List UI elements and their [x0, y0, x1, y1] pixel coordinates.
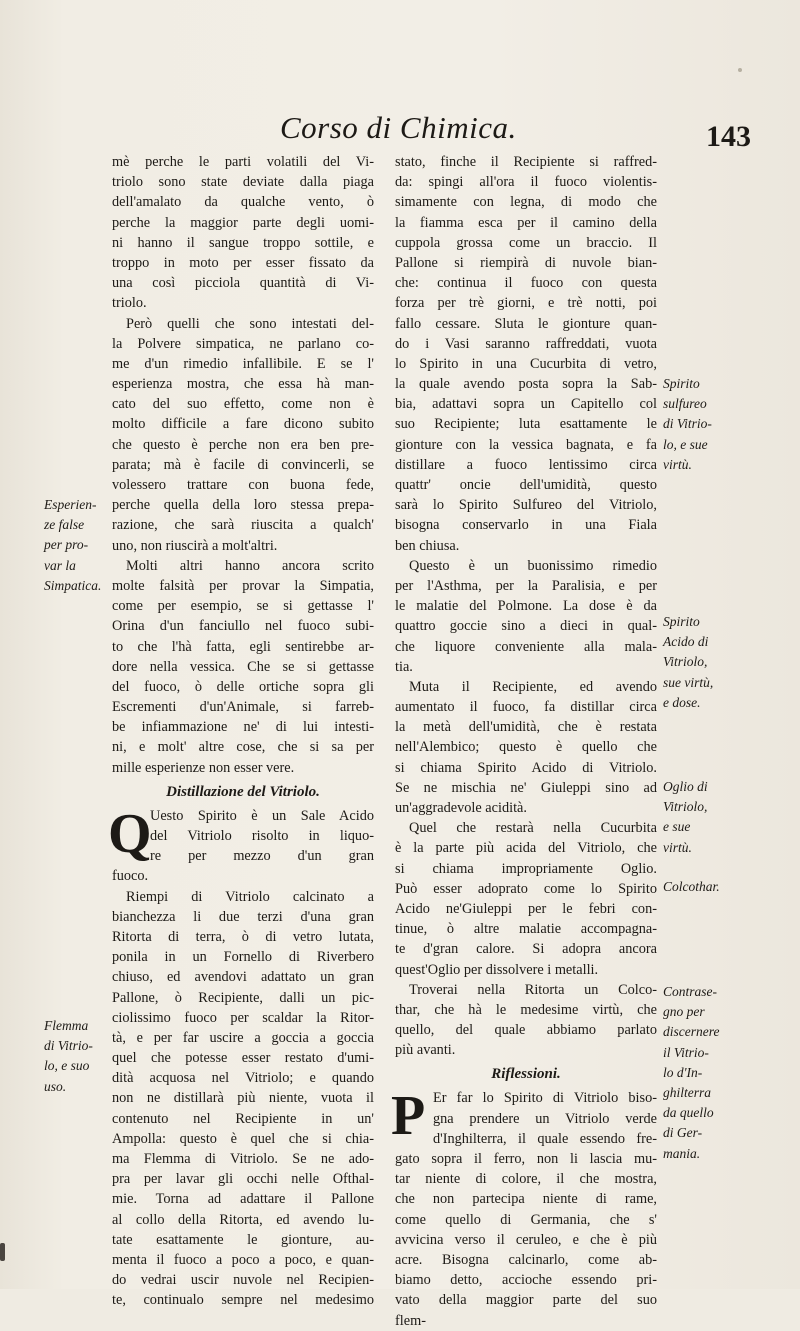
text-line: al collo della Ritorta, ed avendo lu- — [112, 1211, 374, 1228]
margin-note-line: Contrase- — [663, 984, 717, 999]
margin-note-line: lo d'In- — [663, 1064, 703, 1080]
margin-note-line: Esperien- — [44, 497, 97, 512]
paragraph — [112, 314, 374, 556]
text-line: fallo cessare. Sluta le gionture quan- — [395, 315, 657, 332]
text-line: Orina d'un fanciullo nel fuoco subi- — [112, 618, 374, 635]
text-line: la quale avendo posta sopra la Sab- — [395, 376, 657, 393]
text-line: avvicina verso il ceruleo, e che è più — [395, 1231, 657, 1248]
text-line: dore nella vessica. Che se si gettasse — [112, 658, 374, 675]
text-line: quello, del quale abbiamo parlato — [395, 1022, 657, 1039]
text-line: razione, che sarà riuscita a qualch' — [112, 517, 374, 534]
text-line: come quello di Germania, che s' — [395, 1211, 657, 1228]
text-line: ni, e molt' altre cose, che si sa per — [112, 739, 374, 756]
text-line: ni hanno il sangue troppo sottile, e — [112, 234, 374, 251]
text-line: ma Flemma di Vitriolo. Se ne ado- — [112, 1151, 374, 1167]
text-line: esperienza mostra, che essa hà man- — [112, 376, 374, 393]
text-line: re per mezzo d'un gran — [150, 848, 374, 865]
margin-note-line: Spirito — [663, 376, 700, 391]
text-line: d'Inghilterra, il quale essendo fre- — [433, 1130, 657, 1147]
margin-note-line: lo, e sue — [663, 436, 708, 452]
text-line: che liquore conveniente alla mala- — [395, 638, 657, 655]
text-line: contenuto nel Recipiente in un' — [112, 1110, 374, 1127]
margin-note — [44, 1016, 114, 1097]
text-line: Acido ne'Giuleppi per le febri con- — [395, 900, 657, 917]
text-line: quattr' oncie dell'umidità, questo — [395, 477, 657, 493]
text-line: bianchezza li due terzi d'una gran — [112, 908, 374, 925]
text-line: dità acquosa nel Vitriolo; e quando — [112, 1070, 374, 1087]
text-line: do i Vasi saranno raffreddati, vuota — [395, 335, 657, 352]
text-line: si chiama impropriamente Oglio. — [395, 860, 657, 877]
text-line: menta il fuoco a poco a poco, e quan- — [112, 1251, 374, 1268]
section-heading: Distillazione del Vitriolo. — [166, 783, 320, 800]
text-line: Ritorta di terra, ò di vetro lutata, — [112, 928, 374, 945]
text-line: te d'gran calore. Si adopra ancora — [395, 941, 657, 958]
running-title: Corso di Chimica. — [280, 110, 517, 145]
margin-note-line: lo, e suo — [44, 1058, 90, 1074]
paragraph — [395, 677, 657, 818]
text-line: la fiamma esca per il camino della — [395, 214, 657, 231]
margin-note — [663, 612, 735, 713]
margin-note-line: di Vitrio- — [44, 1038, 93, 1054]
margin-note-line: sulfureo — [663, 396, 707, 412]
text-line: thar, che hà le medesime virtù, che — [395, 1001, 657, 1018]
text-line: suo Recipiente; luta esattamente le — [395, 416, 657, 433]
text-line: bisogna conservarlo in una Fiala — [395, 517, 657, 534]
text-line: un'aggradevole acidità. — [395, 800, 527, 816]
text-line: acre. Bisogna calcinarlo, come ab- — [395, 1251, 657, 1268]
drop-initial: Q — [108, 802, 152, 865]
catchword: flem- — [395, 1312, 426, 1329]
margin-note-line: Acido di — [663, 634, 709, 650]
margin-note-line: ze false — [44, 517, 85, 533]
text-line: to che l'hà fatta, egli sentirebbe ar- — [112, 638, 374, 655]
text-line: Pallone, ò Recipiente, dalli un pic- — [112, 989, 374, 1006]
paragraph — [112, 556, 374, 778]
text-line: per l'Asthma, per la Paralisia, e per — [395, 577, 657, 594]
margin-note-line: per pro- — [44, 537, 89, 553]
text-line: quel che potesse esser restato d'umi- — [112, 1050, 374, 1067]
margin-note-line: il Vitrio- — [663, 1044, 709, 1060]
text-line: Molti altri hanno ancora scrito — [126, 557, 374, 574]
left-text-column — [108, 152, 374, 1311]
paragraph — [395, 818, 657, 980]
text-line: una così picciola quantità di Vi- — [112, 275, 374, 292]
margin-note — [663, 982, 735, 1164]
text-line: fuoco. — [112, 868, 149, 885]
text-line: le malatie del Polmone. La dose è da — [395, 598, 657, 615]
text-line: me d'un rimedio infallibile. E se l' — [112, 355, 374, 372]
text-line: parata; mà è facile di convincerli, se — [112, 456, 374, 473]
text-line: sarà lo Spirito Sulfureo del Vitriolo, — [395, 497, 657, 514]
margin-note-line: Flemma — [44, 1018, 89, 1033]
text-line: Troverai nella Ritorta un Colco- — [409, 981, 657, 998]
section-heading: Riflessioni. — [491, 1066, 561, 1083]
text-line: mè perche le parti volatili del Vi- — [112, 154, 374, 170]
text-line: uno, non riuscirà a molt'altri. — [112, 537, 278, 554]
margin-note-line: ghilterra — [663, 1084, 712, 1100]
text-line: la Polvere simpatica, ne parlano co- — [112, 335, 374, 352]
text-line: Uesto Spirito è un Sale Acido — [150, 807, 374, 824]
margin-note-line: e sue — [663, 819, 691, 835]
text-line: triolo. — [112, 295, 147, 312]
text-line: ben chiusa. — [395, 537, 460, 554]
text-line: chiuso, ed avendovi adattato un gran — [112, 969, 374, 986]
text-line: aumentato il fuoco, fa distillar circa — [395, 699, 657, 716]
text-line: Quel che restarà nella Cucurbita — [409, 820, 657, 837]
margin-note-line: var la — [44, 557, 76, 573]
paragraph — [395, 556, 657, 677]
text-line: molte falsità per provar la Simpatia, — [112, 577, 374, 594]
margin-note-line: uso. — [44, 1078, 67, 1094]
text-line: quattro goccie sino a dieci in qual- — [395, 618, 657, 635]
text-line: te, continualo sempre nel medesimo — [112, 1292, 374, 1309]
margin-note-line: Vitriolo, — [663, 799, 708, 815]
text-line: è la parte più acida del Vitriolo, che — [395, 840, 657, 857]
text-line: più avanti. — [395, 1042, 456, 1059]
text-line: dell'amalato da qualche vento, ò — [112, 194, 374, 211]
text-line: del fuoco, ò delle ortiche sopra gli — [112, 678, 374, 695]
text-line: che questo è perche non era ben pre- — [112, 436, 374, 453]
text-line: triolo sono state deviate dalla piaga — [112, 174, 374, 191]
text-line: Però quelli che sono intestati del- — [126, 315, 374, 332]
drop-initial: P — [391, 1085, 426, 1148]
text-line: perche la maggior parte degli uomi- — [112, 214, 374, 231]
text-line: gato sopra il ferro, non li lascia mu- — [395, 1151, 657, 1167]
text-line: del Vitriolo risolto in liquo- — [150, 828, 374, 844]
text-line: non ne distillarà più niente, vuota il — [112, 1090, 374, 1107]
text-line: lo Spirito in una Cucurbita di vetro, — [395, 355, 657, 372]
text-line: bia, adattavi sopra un Capitello col — [395, 396, 657, 413]
text-line: tinue, ò altre malatie accompagna- — [395, 921, 657, 938]
text-line: distillare a fuoco lentissimo circa — [395, 456, 657, 473]
text-line: Riempi di Vitriolo calcinato a — [126, 888, 374, 905]
paragraph — [112, 152, 374, 314]
paragraph — [108, 802, 374, 887]
text-line: da: spingi all'ora il fuoco violentis- — [395, 174, 657, 191]
margin-note — [663, 374, 735, 475]
text-line: vato della maggior parte del suo — [395, 1292, 657, 1309]
text-line: tate esattamente le gionture, au- — [112, 1231, 374, 1248]
margin-note — [663, 777, 735, 858]
text-line: Può esser adoprato come lo Spirito — [395, 880, 657, 897]
text-line: molto difficile a fare dicono subito — [112, 416, 374, 433]
text-line: che: continua il fuoco con questa — [395, 275, 657, 292]
margin-note-line: Simpatica. — [44, 577, 102, 593]
text-line: simamente con legna, di modo che — [395, 194, 657, 211]
text-line: volessero trattare con buona fede, — [112, 477, 374, 493]
text-line: Muta il Recipiente, ed avendo — [409, 678, 657, 695]
paragraph — [395, 152, 657, 556]
margin-note-line: virtù. — [663, 839, 692, 855]
text-line: come per esempio, se si gettasse l' — [112, 598, 374, 615]
text-line: gna prendere un Vitriolo verde — [433, 1110, 657, 1127]
margin-note-line: sue virtù, — [663, 674, 714, 690]
paragraph — [395, 980, 657, 1061]
text-line: biamo detto, accioche essendo pri- — [395, 1272, 657, 1289]
text-line: pra per lavar gli occhi nelle Ofthal- — [112, 1171, 374, 1188]
margin-note-line: gno per — [663, 1004, 705, 1020]
text-line: Questo è un buonissimo rimedio — [409, 557, 657, 574]
text-line: mille esperienze non esser vere. — [112, 759, 295, 776]
text-line: tia. — [395, 658, 413, 675]
text-line: Escrementi d'un'Animale, si farreb- — [112, 699, 374, 716]
margin-note — [44, 495, 114, 596]
text-line: perche quella della loro stessa prepa- — [112, 497, 374, 514]
text-line: tar niente di colore, il che mostra, — [395, 1171, 657, 1188]
paragraph — [391, 1085, 657, 1330]
margin-note-line: Oglio di — [663, 779, 708, 794]
text-line: forza per trè giorni, e trè notti, poi — [395, 295, 657, 312]
text-line: che non partecipa niente di rame, — [395, 1191, 657, 1208]
text-line: Pallone si riempirà di nuvole bian- — [395, 254, 657, 271]
text-line: stato, finche il Recipiente si raffred- — [395, 154, 657, 170]
text-line: tà, e per far uscire a goccia a goccia — [112, 1029, 374, 1046]
text-line: ciolissimo fuoco per scaldar la Ritor- — [112, 1009, 374, 1026]
margin-note-line: di Vitrio- — [663, 416, 712, 432]
text-line: do vedrai uscir nuvole nel Recipien- — [112, 1272, 374, 1289]
page-header — [0, 108, 800, 158]
margin-note-line: da quello — [663, 1105, 714, 1121]
page-edge-mark — [0, 1243, 5, 1261]
margin-note-line: Vitriolo, — [663, 654, 708, 670]
text-line: Se ne mischia ne' Giuleppi sino ad — [395, 779, 657, 796]
text-line: cuppola grossa come un braccio. Il — [395, 234, 657, 251]
text-line: si chiama Spirito Acido di Vitriolo. — [395, 759, 657, 776]
paragraph — [112, 887, 374, 1311]
margin-note-line: Spirito — [663, 614, 700, 629]
text-line: gionture con la vessica bagnata, e fa — [395, 436, 657, 453]
paper-speck — [738, 68, 742, 72]
text-line: la metà dell'umidità, che è restata — [395, 719, 657, 736]
text-line: nell'Alembico; questo è quello che — [395, 739, 657, 756]
margin-note-line: e dose. — [663, 694, 701, 710]
text-line: mie. Torna ad adattare il Pallone — [112, 1191, 374, 1208]
margin-note — [663, 877, 735, 897]
margin-note-line: virtù. — [663, 456, 692, 472]
text-line: cato del suo effetto, come non è — [112, 396, 374, 413]
text-line: Ampolla: questo è quel che si chia- — [112, 1130, 374, 1147]
page-number: 143 — [706, 120, 751, 153]
margin-note-line: discernere — [663, 1024, 720, 1040]
right-text-column — [391, 152, 657, 1331]
text-line: be infiammazione ne' di lui intesti- — [112, 719, 374, 736]
text-line: ponila in un Fornello di Riverbero — [112, 949, 374, 966]
margin-note-line: di Ger- — [663, 1125, 703, 1141]
margin-note-line: mania. — [663, 1145, 701, 1161]
text-line: Er far lo Spirito di Vitriolo biso- — [433, 1090, 657, 1107]
margin-note-line: Colcothar. — [663, 879, 720, 894]
text-line: quest'Oglio per dissolvere i metalli. — [395, 961, 599, 978]
text-line: troppo in moto per esser fissato da — [112, 254, 374, 271]
